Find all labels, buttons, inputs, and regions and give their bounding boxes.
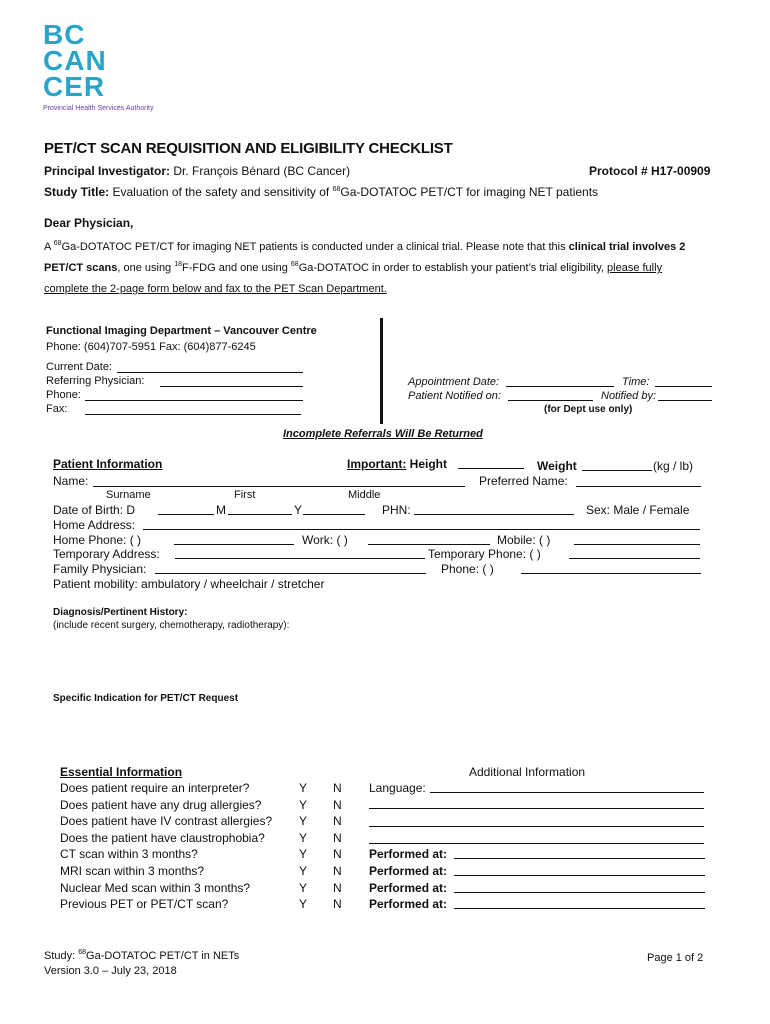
dept-divider	[380, 318, 383, 424]
referring-phone-field[interactable]	[85, 400, 303, 401]
dept-name: Functional Imaging Department – Vancouver Centre	[46, 325, 317, 337]
intro-sup2: 18	[174, 261, 183, 268]
dept-phone-label: Phone:	[46, 389, 81, 401]
referring-fax-field[interactable]	[85, 414, 301, 415]
work-phone-label: Work: ( )	[302, 533, 348, 547]
page-title: PET/CT SCAN REQUISITION AND ELIGIBILITY CHECKLIST	[44, 140, 453, 157]
indication-field[interactable]	[53, 708, 703, 758]
patient-mobility[interactable]: Patient mobility: ambulatory / wheelchair / stretcher	[53, 577, 325, 591]
logo-text-cer: CER	[43, 71, 106, 102]
performed-at-field[interactable]	[454, 858, 705, 859]
diagnosis-field[interactable]	[53, 636, 703, 686]
weight-units: (kg / lb)	[653, 459, 694, 473]
current-date-field[interactable]	[117, 372, 303, 373]
additional-line-2[interactable]	[369, 826, 704, 827]
intro-bold-2: PET/CT scans	[44, 262, 118, 274]
answer-yes[interactable]: Y	[299, 897, 308, 911]
physician-phone-label: Phone: ( )	[441, 562, 494, 576]
question-text: Does patient require an interpreter?	[60, 781, 250, 795]
footer-study-post: Ga-DOTATOC PET/CT in NETs	[86, 950, 240, 962]
mobile-phone-label: Mobile: ( )	[497, 533, 551, 547]
home-phone-field[interactable]	[174, 544, 294, 545]
question-text: MRI scan within 3 months?	[60, 864, 205, 878]
intro-text-3: F-FDG and one using	[182, 262, 288, 274]
work-phone-field[interactable]	[368, 544, 490, 545]
mobile-phone-field[interactable]	[574, 544, 700, 545]
incomplete-referrals-notice: Incomplete Referrals Will Be Returned	[283, 428, 483, 440]
dob-day-field[interactable]	[158, 514, 214, 515]
answer-no[interactable]: N	[333, 781, 342, 795]
study-title	[44, 185, 598, 199]
indication-heading: Specific Indication for PET/CT Request	[53, 693, 239, 704]
dob-month-field[interactable]	[228, 514, 292, 515]
footer-study-sup: 68	[78, 949, 87, 956]
footer-study	[44, 950, 239, 962]
answer-no[interactable]: N	[333, 897, 342, 911]
notified-by-field[interactable]	[658, 400, 712, 401]
intro-text-1: Ga-DOTATOC PET/CT for imaging NET patients is conducted under a clinical trial. Please note that this	[61, 241, 566, 253]
performed-at-label: Performed at:	[369, 881, 448, 895]
current-date-label: Current Date:	[46, 361, 113, 373]
answer-no[interactable]: N	[333, 864, 342, 878]
diagnosis-heading: Diagnosis/Pertinent History:	[53, 607, 188, 618]
intro-underline-1: please fully	[607, 262, 663, 274]
important-height	[347, 457, 447, 471]
question-text: Does patient have any drug allergies?	[60, 798, 262, 812]
name-field[interactable]	[93, 486, 465, 487]
notified-on-field[interactable]	[508, 400, 593, 401]
sex-options[interactable]: Sex: Male / Female	[586, 503, 690, 517]
home-phone-label: Home Phone: ( )	[53, 533, 142, 547]
investigator-value: Dr. François Bénard (BC Cancer)	[173, 164, 351, 178]
height-field[interactable]	[458, 468, 524, 469]
logo-text-can: CAN	[43, 45, 107, 76]
preferred-name-field[interactable]	[576, 486, 701, 487]
question-text: Nuclear Med scan within 3 months?	[60, 881, 251, 895]
notified-on-label: Patient Notified on:	[408, 390, 501, 402]
dob-label: Date of Birth: D	[53, 503, 136, 517]
question-text: Does the patient have claustrophobia?	[60, 831, 265, 845]
essential-info-heading: Essential Information	[60, 765, 183, 779]
greeting: Dear Physician,	[44, 216, 134, 230]
performed-at-label: Performed at:	[369, 864, 448, 878]
question-text: Does patient have IV contrast allergies?	[60, 814, 273, 828]
study-title-post: Ga-DOTATOC PET/CT for imaging NET patients	[340, 185, 599, 199]
intro-sup3: 68	[290, 261, 299, 268]
study-title-label: Study Title:	[44, 185, 110, 199]
temp-address-label: Temporary Address:	[53, 547, 160, 561]
answer-yes[interactable]: Y	[299, 814, 308, 828]
home-address-field[interactable]	[143, 529, 700, 530]
dept-phone-fax: Phone: (604)707-5951 Fax: (604)877-6245	[46, 341, 256, 353]
footer-version: Version 3.0 – July 23, 2018	[44, 965, 177, 977]
intro-sup1: 68	[53, 240, 62, 247]
intro-line-1	[44, 241, 685, 253]
intro-text-2: , one using	[117, 262, 172, 274]
logo-tagline: Provincial Health Services Authority	[43, 105, 154, 112]
performed-at-label: Performed at:	[369, 897, 448, 911]
additional-info-heading: Additional Information	[469, 765, 586, 779]
preferred-name-label: Preferred Name:	[479, 474, 568, 488]
answer-no[interactable]: N	[333, 881, 342, 895]
home-address-label: Home Address:	[53, 518, 136, 532]
question-text: CT scan within 3 months?	[60, 847, 198, 861]
answer-yes[interactable]: Y	[299, 864, 308, 878]
intro-text-4: Ga-DOTATOC in order to establish your patient’s trial eligibility,	[298, 262, 604, 274]
notified-by-label: Notified by:	[601, 390, 657, 402]
intro-a: A	[44, 241, 51, 253]
answer-no[interactable]: N	[333, 814, 342, 828]
temp-address-field[interactable]	[175, 558, 425, 559]
phn-field[interactable]	[414, 514, 574, 515]
physician-phone-field[interactable]	[521, 573, 701, 574]
page-number: Page 1 of 2	[647, 952, 704, 964]
middle-caption: Middle	[348, 489, 381, 501]
appointment-time-label: Time:	[622, 376, 650, 388]
answer-no[interactable]: N	[333, 798, 342, 812]
weight-label: Weight	[537, 459, 577, 473]
study-title-sup: 68	[332, 186, 341, 193]
family-physician-label: Family Physician:	[53, 562, 147, 576]
answer-no[interactable]: N	[333, 847, 342, 861]
appointment-date-field[interactable]	[506, 386, 614, 387]
phn-label: PHN:	[382, 503, 411, 517]
answer-yes[interactable]: Y	[299, 831, 308, 845]
additional-line-1[interactable]	[369, 808, 704, 809]
footer-study-pre: Study:	[44, 950, 76, 962]
answer-yes[interactable]: Y	[299, 781, 308, 795]
investigator-label: Principal Investigator:	[44, 164, 171, 178]
temp-phone-label: Temporary Phone: ( )	[428, 547, 541, 561]
weight-field[interactable]	[582, 470, 652, 471]
answer-yes[interactable]: Y	[299, 881, 308, 895]
intro-line-2	[44, 262, 662, 274]
dob-year-field[interactable]	[303, 514, 365, 515]
performed-at-field[interactable]	[454, 908, 705, 909]
protocol-number: Protocol # H17-00909	[589, 164, 711, 178]
dept-use-only: (for Dept use only)	[544, 404, 633, 415]
temp-phone-field[interactable]	[569, 558, 700, 559]
appointment-date-label: Appointment Date:	[408, 376, 500, 388]
name-label: Name:	[53, 474, 89, 488]
language-field[interactable]	[430, 792, 704, 793]
principal-investigator	[44, 164, 350, 178]
referring-physician-field[interactable]	[160, 386, 303, 387]
patient-info-heading: Patient Information	[53, 457, 163, 471]
study-title-pre: Evaluation of the safety and sensitivity of	[112, 185, 330, 199]
performed-at-label: Performed at:	[369, 847, 448, 861]
family-physician-field[interactable]	[155, 573, 426, 574]
referring-physician-label: Referring Physician:	[46, 375, 145, 387]
intro-line-3: complete the 2-page form below and fax to the PET Scan Department.	[44, 283, 387, 295]
intro-bold-1: clinical trial involves 2	[568, 241, 686, 253]
question-text: Previous PET or PET/CT scan?	[60, 897, 229, 911]
important-label: Important:	[347, 457, 407, 471]
performed-at-field[interactable]	[454, 875, 705, 876]
additional-line-3[interactable]	[369, 843, 704, 844]
language-label: Language:	[369, 781, 426, 795]
appointment-time-field[interactable]	[655, 386, 712, 387]
diagnosis-subtext: (include recent surgery, chemotherapy, radiotherapy):	[53, 620, 290, 631]
logo-text-bc: BC	[43, 19, 86, 50]
answer-yes[interactable]: Y	[299, 798, 308, 812]
dept-fax-label: Fax:	[46, 403, 68, 415]
surname-caption: Surname	[106, 489, 151, 501]
answer-yes[interactable]: Y	[299, 847, 308, 861]
first-caption: First	[234, 489, 256, 501]
answer-no[interactable]: N	[333, 831, 342, 845]
dob-year-label: Y	[294, 503, 303, 517]
performed-at-field[interactable]	[454, 892, 705, 893]
height-label: Height	[409, 457, 448, 471]
dob-month-label: M	[216, 503, 226, 517]
